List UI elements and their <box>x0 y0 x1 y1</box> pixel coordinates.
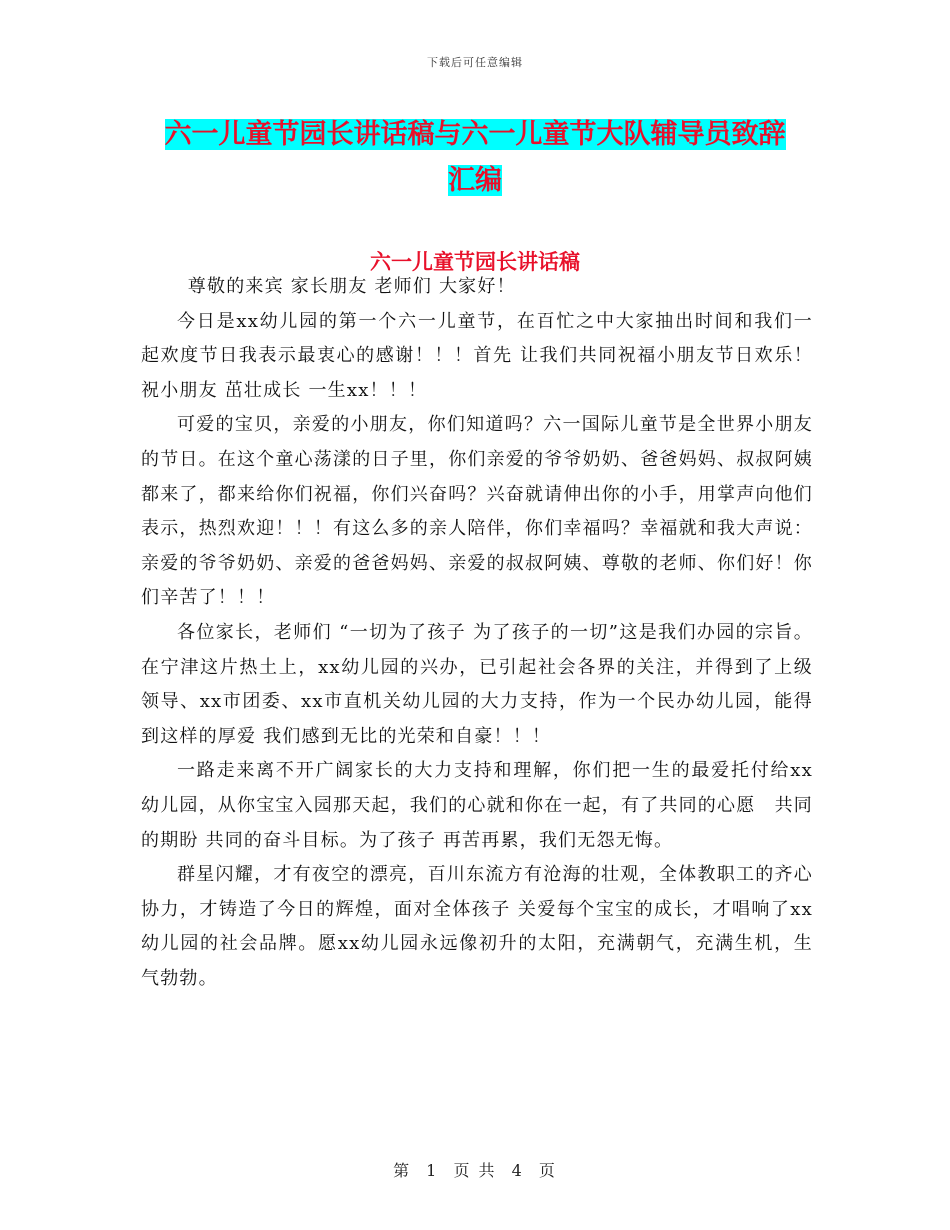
section-title: 六一儿童节园长讲话稿 <box>370 250 580 274</box>
footer-suffix: 页 <box>538 1161 557 1180</box>
footer-page-total: 4 <box>511 1161 524 1180</box>
paragraph: 今日是xx幼儿园的第一个六一儿童节，在百忙之中大家抽出时间和我们一起欢度节日我表示最衷心的感谢！！！首先 让我们共同祝福小朋友节日欢乐！祝小朋友 茁壮成长 一生xx！！！ <box>141 310 813 401</box>
paragraph: 群星闪耀，才有夜空的漂亮，百川东流方有沧海的壮观，全体教职工的齐心协力，才铸造了今日的辉煌，面对全体孩子 关爱每个宝宝的成长，才唱响了xx幼儿园的社会品牌。愿xx幼儿园永远像初升的太阳，充满朝气，充满生机，生气勃勃。 <box>141 864 813 989</box>
header-note: 下载后可任意编辑 <box>427 56 523 69</box>
paragraph: 可爱的宝贝，亲爱的小朋友，你们知道吗？六一国际儿童节是全世界小朋友的节日。在这个童心荡漾的日子里，你们亲爱的爷爷奶奶、爸爸妈妈、叔叔阿姨都来了，都来给你们祝福，你们兴奋吗？兴奋就请伸出你的小手，用掌声向他们表示，热烈欢迎！！！有这么多的亲人陪伴，你们幸福吗？幸福就和我大声说：亲爱的爷爷奶奶、亲爱的爸爸妈妈、亲爱的叔叔阿姨、尊敬的老师、你们好！你们辛苦了！！！ <box>141 414 813 609</box>
document-title <box>140 112 810 204</box>
footer-page-number: 1 <box>426 1161 439 1180</box>
body-text <box>141 270 813 996</box>
paragraph: 一路走来离不开广阔家长的大力支持和理解，你们把一生的最爱托付给xx幼儿园，从你宝宝入园那天起，我们的心就和你在一起，有了共同的心愿 共同的期盼 共同的奋斗目标。为了孩子 再苦再累，我们无怨无悔。 <box>141 760 813 851</box>
document-title-line2: 汇编 <box>448 165 502 196</box>
footer-prefix: 第 <box>393 1161 412 1180</box>
footer-mid: 页 共 <box>453 1161 497 1180</box>
document-title-line1: 六一儿童节园长讲话稿与六一儿童节大队辅导员致辞 <box>164 119 786 150</box>
page-footer <box>0 1158 950 1181</box>
paragraph-greeting: 尊敬的来宾 家长朋友 老师们 大家好！ <box>187 276 516 297</box>
paragraph: 各位家长，老师们 “一切为了孩子 为了孩子的一切”这是我们办园的宗旨。在宁津这片热土上，xx幼儿园的兴办，已引起社会各界的关注，并得到了上级领导、xx市团委、xx市直机关幼儿园的大力支持，作为一个民办幼儿园，能得到这样的厚爱 我们感到无比的光荣和自豪！！！ <box>141 621 813 747</box>
